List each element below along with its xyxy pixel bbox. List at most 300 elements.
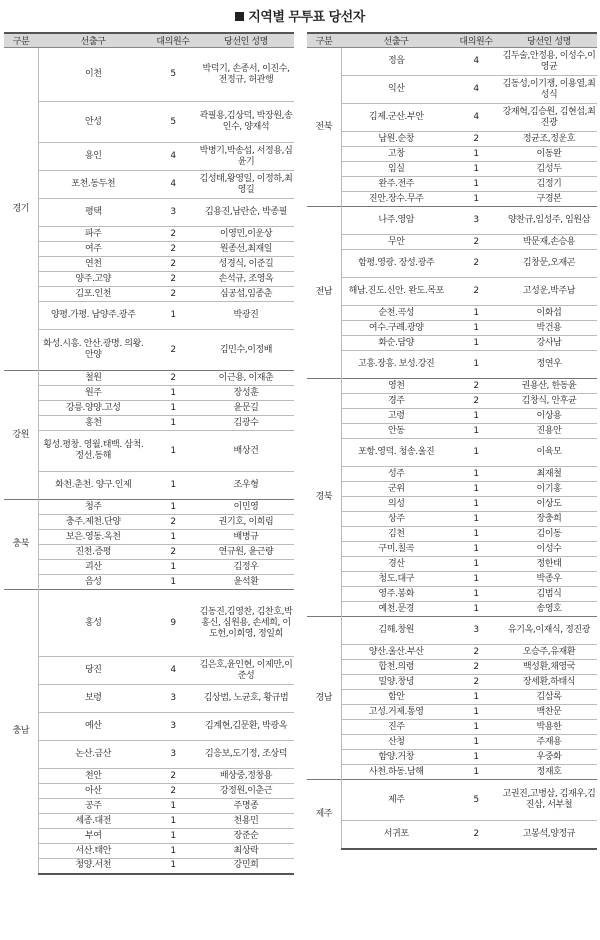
winners-cell: 김상범, 노균호, 황규범 — [198, 685, 294, 713]
district-cell: 보은.영동.옥천 — [38, 530, 148, 545]
delegates-cell: 3 — [148, 713, 198, 741]
table-row — [307, 675, 597, 690]
table-row — [4, 829, 294, 844]
winners-cell: 박건용 — [501, 321, 597, 336]
delegates-cell: 2 — [451, 250, 501, 278]
winners-cell: 장준순 — [198, 829, 294, 844]
table-row — [307, 394, 597, 409]
district-cell: 산청 — [341, 735, 451, 750]
table-row — [307, 177, 597, 192]
winners-cell: 김민수,이정배 — [198, 330, 294, 371]
winners-cell: 이민영 — [198, 500, 294, 515]
winners-cell: 김동진,김영찬, 김찬호,박홍신, 심원용, 손세희, 이도헌,이희영, 정일희 — [198, 590, 294, 657]
district-cell: 완주.전주 — [341, 177, 451, 192]
table-row — [307, 617, 597, 645]
district-cell: 나주.영암 — [341, 207, 451, 235]
delegates-cell: 3 — [148, 685, 198, 713]
winners-cell: 김범식 — [501, 587, 597, 602]
table-row — [307, 424, 597, 439]
delegates-cell: 1 — [451, 336, 501, 351]
winners-cell: 김창문,오재곤 — [501, 250, 597, 278]
table-row — [307, 572, 597, 587]
table-row — [4, 257, 294, 272]
delegates-cell: 2 — [148, 257, 198, 272]
winners-cell: 오승주,유재환 — [501, 645, 597, 660]
delegates-cell: 2 — [451, 379, 501, 394]
winners-cell: 주명종 — [198, 799, 294, 814]
delegates-cell: 2 — [148, 287, 198, 302]
results-table-right — [307, 32, 597, 850]
district-cell: 청도.대구 — [341, 572, 451, 587]
winners-cell: 김은호,윤인현, 이제만,이준성 — [198, 657, 294, 685]
table-row — [307, 690, 597, 705]
district-cell: 함양.거창 — [341, 750, 451, 765]
delegates-cell: 1 — [451, 750, 501, 765]
table-row — [4, 272, 294, 287]
winners-cell: 고성운,박주남 — [501, 278, 597, 306]
winners-cell: 김응보,도기정, 조상덕 — [198, 741, 294, 769]
table-row — [4, 657, 294, 685]
delegates-cell: 4 — [451, 104, 501, 132]
winners-cell: 강정원,이춘근 — [198, 784, 294, 799]
winners-cell: 김이동 — [501, 527, 597, 542]
delegates-cell: 5 — [148, 48, 198, 102]
table-row — [307, 147, 597, 162]
delegates-cell: 2 — [451, 278, 501, 306]
district-cell: 정읍 — [341, 48, 451, 76]
delegates-cell: 1 — [451, 439, 501, 467]
winners-cell: 성경식, 이준길 — [198, 257, 294, 272]
winners-cell: 윤문길 — [198, 401, 294, 416]
delegates-cell: 4 — [451, 76, 501, 104]
winners-cell: 강재혁,김승원, 김현섭,최진광 — [501, 104, 597, 132]
district-cell: 김천 — [341, 527, 451, 542]
district-cell: 청주 — [38, 500, 148, 515]
table-row — [307, 750, 597, 765]
delegates-cell: 1 — [451, 587, 501, 602]
table-row — [307, 512, 597, 527]
table-row — [307, 306, 597, 321]
winners-cell: 유기옥,이재식, 정진광 — [501, 617, 597, 645]
winners-cell: 강사남 — [501, 336, 597, 351]
district-cell: 밀양.창녕 — [341, 675, 451, 690]
district-cell: 익산 — [341, 76, 451, 104]
district-cell: 예산 — [38, 713, 148, 741]
delegates-cell: 2 — [451, 675, 501, 690]
district-cell: 안성 — [38, 102, 148, 143]
header-winners: 당선인 성명 — [501, 33, 597, 48]
delegates-cell: 4 — [148, 143, 198, 171]
district-cell: 세종.대전 — [38, 814, 148, 829]
delegates-cell: 2 — [451, 235, 501, 250]
delegates-cell: 1 — [148, 416, 198, 431]
delegates-cell: 1 — [148, 302, 198, 330]
table-row — [4, 371, 294, 386]
table-row — [4, 472, 294, 500]
winners-cell: 백찬문 — [501, 705, 597, 720]
delegates-cell: 1 — [451, 467, 501, 482]
district-cell: 음성 — [38, 575, 148, 590]
page-title: 지역별 무투표 당선자 — [0, 6, 600, 25]
delegates-cell: 1 — [148, 401, 198, 416]
delegates-cell: 1 — [148, 799, 198, 814]
district-cell: 구미.칠곡 — [341, 542, 451, 557]
table-row — [4, 302, 294, 330]
table-row — [307, 645, 597, 660]
winners-cell: 이동완 — [501, 147, 597, 162]
delegates-cell: 3 — [148, 741, 198, 769]
table-row — [4, 799, 294, 814]
winners-cell: 권기호, 이희림 — [198, 515, 294, 530]
district-cell: 홍성 — [38, 590, 148, 657]
delegates-cell: 1 — [148, 844, 198, 859]
district-cell: 이천 — [38, 48, 148, 102]
table-row — [4, 143, 294, 171]
winners-cell: 정재호 — [501, 765, 597, 780]
district-cell: 경산 — [341, 557, 451, 572]
delegates-cell: 2 — [148, 371, 198, 386]
delegates-cell: 1 — [451, 735, 501, 750]
district-cell: 강릉.양양.고성 — [38, 401, 148, 416]
district-cell: 연천 — [38, 257, 148, 272]
table-row — [4, 500, 294, 515]
winners-cell: 김성태,왕영일, 이정하,최영길 — [198, 171, 294, 199]
winners-cell: 박병기,박송섭, 서정용,심윤기 — [198, 143, 294, 171]
district-cell: 양평.가평. 남양주.광주 — [38, 302, 148, 330]
district-cell: 해남.진도.신안. 완도.목포 — [341, 278, 451, 306]
delegates-cell: 2 — [148, 242, 198, 257]
table-row — [4, 330, 294, 371]
district-cell: 진안.장수.무주 — [341, 192, 451, 207]
winners-cell: 배상건 — [198, 431, 294, 472]
winners-cell: 백성환,채영국 — [501, 660, 597, 675]
winners-cell: 김광수 — [198, 416, 294, 431]
district-cell: 아산 — [38, 784, 148, 799]
winners-cell: 천용민 — [198, 814, 294, 829]
table-row — [4, 171, 294, 199]
district-cell: 여주 — [38, 242, 148, 257]
district-cell: 화순.담양 — [341, 336, 451, 351]
district-cell: 청양.서천 — [38, 859, 148, 874]
district-cell: 화성.시흥. 안산.광명. 의왕.안양 — [38, 330, 148, 371]
table-row — [307, 735, 597, 750]
district-cell: 진천.증평 — [38, 545, 148, 560]
district-cell: 서산.태안 — [38, 844, 148, 859]
table-row — [4, 784, 294, 799]
district-cell: 용인 — [38, 143, 148, 171]
table-row — [307, 104, 597, 132]
table-row — [4, 287, 294, 302]
winners-cell: 우중화 — [501, 750, 597, 765]
table-row — [4, 386, 294, 401]
table-row — [307, 705, 597, 720]
region-cell: 제주 — [307, 780, 341, 849]
region-cell: 경기 — [4, 48, 38, 371]
region-cell: 충북 — [4, 500, 38, 590]
table-row — [307, 482, 597, 497]
district-cell: 영천 — [341, 379, 451, 394]
table-row — [4, 859, 294, 874]
delegates-cell: 1 — [451, 351, 501, 379]
delegates-cell: 1 — [148, 829, 198, 844]
district-cell: 천안 — [38, 769, 148, 784]
table-row — [307, 587, 597, 602]
district-cell: 원주 — [38, 386, 148, 401]
table-row — [4, 769, 294, 784]
winners-cell: 연규원, 윤근량 — [198, 545, 294, 560]
table-row — [4, 530, 294, 545]
delegates-cell: 1 — [451, 690, 501, 705]
district-cell: 고성.거제.통영 — [341, 705, 451, 720]
table-row — [307, 250, 597, 278]
delegates-cell: 1 — [451, 321, 501, 336]
district-cell: 함평.영광. 장성.광주 — [341, 250, 451, 278]
table-row — [4, 713, 294, 741]
winners-cell: 김삼록 — [501, 690, 597, 705]
header-region: 구분 — [4, 33, 38, 48]
winners-cell: 이상도 — [501, 497, 597, 512]
district-cell: 임실 — [341, 162, 451, 177]
winners-cell: 이육모 — [501, 439, 597, 467]
table-row — [4, 560, 294, 575]
winners-cell: 박종우 — [501, 572, 597, 587]
district-cell: 횡성.평창. 영월.태백. 삼척.정선.동해 — [38, 431, 148, 472]
delegates-cell: 3 — [451, 617, 501, 645]
table-row — [307, 780, 597, 821]
winners-cell: 고봉석,양정규 — [501, 821, 597, 849]
delegates-cell: 1 — [148, 472, 198, 500]
delegates-cell: 1 — [148, 500, 198, 515]
delegates-cell: 2 — [148, 272, 198, 287]
delegates-cell: 4 — [148, 657, 198, 685]
delegates-cell: 1 — [148, 859, 198, 874]
delegates-cell: 1 — [451, 765, 501, 780]
table-row — [307, 192, 597, 207]
winners-cell: 박광진 — [198, 302, 294, 330]
district-cell: 성주 — [341, 467, 451, 482]
winners-cell: 손석규, 조영옥 — [198, 272, 294, 287]
region-cell: 충남 — [4, 590, 38, 874]
table-header — [307, 33, 597, 48]
winners-cell: 배상중,정창용 — [198, 769, 294, 784]
winners-cell: 심공섭,임종춘 — [198, 287, 294, 302]
delegates-cell: 1 — [451, 720, 501, 735]
table-row — [4, 199, 294, 227]
winners-cell: 박덕기, 손종서, 이진수, 전정규, 허관행 — [198, 48, 294, 102]
delegates-cell: 2 — [148, 330, 198, 371]
district-cell: 논산.금산 — [38, 741, 148, 769]
delegates-cell: 2 — [451, 660, 501, 675]
district-cell: 양주.고양 — [38, 272, 148, 287]
delegates-cell: 3 — [451, 207, 501, 235]
delegates-cell: 1 — [148, 431, 198, 472]
winners-cell: 송영호 — [501, 602, 597, 617]
winners-cell: 주재용 — [501, 735, 597, 750]
district-cell: 합천.의령 — [341, 660, 451, 675]
table-row — [307, 467, 597, 482]
winners-cell: 원종선,최재일 — [198, 242, 294, 257]
district-cell: 예천.문경 — [341, 602, 451, 617]
table-row — [307, 207, 597, 235]
delegates-cell: 1 — [451, 705, 501, 720]
district-cell: 홍천 — [38, 416, 148, 431]
district-cell: 함안 — [341, 690, 451, 705]
winners-cell: 진용안 — [501, 424, 597, 439]
winners-cell: 윤석환 — [198, 575, 294, 590]
table-row — [4, 227, 294, 242]
table-row — [307, 379, 597, 394]
district-cell: 화천.춘천. 양구.인제 — [38, 472, 148, 500]
table-row — [307, 351, 597, 379]
winners-cell: 장성훈 — [198, 386, 294, 401]
delegates-cell: 2 — [148, 545, 198, 560]
winners-cell: 김정기 — [501, 177, 597, 192]
district-cell: 포항.영덕. 청송.울진 — [341, 439, 451, 467]
delegates-cell: 5 — [451, 780, 501, 821]
delegates-cell: 1 — [148, 814, 198, 829]
table-row — [307, 765, 597, 780]
region-cell: 경북 — [307, 379, 341, 617]
table-row — [307, 409, 597, 424]
table-row — [307, 235, 597, 250]
table-row — [4, 685, 294, 713]
table-row — [307, 132, 597, 147]
delegates-cell: 1 — [148, 386, 198, 401]
winners-cell: 박문재,손승용 — [501, 235, 597, 250]
district-cell: 의성 — [341, 497, 451, 512]
table-row — [307, 557, 597, 572]
delegates-cell: 1 — [451, 192, 501, 207]
district-cell: 파주 — [38, 227, 148, 242]
district-cell: 고흥.장흥. 보성.강진 — [341, 351, 451, 379]
delegates-cell: 1 — [451, 497, 501, 512]
district-cell: 남원.순창 — [341, 132, 451, 147]
delegates-cell: 1 — [451, 306, 501, 321]
table-row — [307, 527, 597, 542]
table-row — [307, 542, 597, 557]
delegates-cell: 2 — [148, 784, 198, 799]
district-cell: 무안 — [341, 235, 451, 250]
district-cell: 김제.군산.부안 — [341, 104, 451, 132]
table-row — [4, 431, 294, 472]
winners-cell: 구경본 — [501, 192, 597, 207]
table-row — [307, 162, 597, 177]
winners-cell: 이근용, 이재춘 — [198, 371, 294, 386]
delegates-cell: 2 — [451, 132, 501, 147]
winners-cell: 이성수 — [501, 542, 597, 557]
delegates-cell: 1 — [451, 482, 501, 497]
winners-cell: 정균조,정운호 — [501, 132, 597, 147]
district-cell: 공주 — [38, 799, 148, 814]
district-cell: 사천.하동.남해 — [341, 765, 451, 780]
district-cell: 양산.울산.부산 — [341, 645, 451, 660]
district-cell: 영주.봉화 — [341, 587, 451, 602]
winners-cell: 이영민,이운상 — [198, 227, 294, 242]
table-row — [4, 575, 294, 590]
table-row — [4, 102, 294, 143]
header-delegates: 대의원수 — [451, 33, 501, 48]
district-cell: 서귀포 — [341, 821, 451, 849]
delegates-cell: 1 — [451, 572, 501, 587]
district-cell: 부여 — [38, 829, 148, 844]
winners-cell: 정한태 — [501, 557, 597, 572]
winners-cell: 김용진,남란순, 박종필 — [198, 199, 294, 227]
winners-cell: 박용한 — [501, 720, 597, 735]
left-table — [4, 32, 294, 875]
delegates-cell: 1 — [148, 575, 198, 590]
winners-cell: 김두술,안정용, 이성수,이영균 — [501, 48, 597, 76]
delegates-cell: 1 — [451, 512, 501, 527]
table-row — [4, 48, 294, 102]
district-cell: 여수.구례.광양 — [341, 321, 451, 336]
delegates-cell: 4 — [451, 48, 501, 76]
winners-cell: 김창식, 안후균 — [501, 394, 597, 409]
table-row — [307, 497, 597, 512]
delegates-cell: 1 — [451, 527, 501, 542]
region-cell: 전남 — [307, 207, 341, 379]
header-region: 구분 — [307, 33, 341, 48]
table-row — [307, 439, 597, 467]
district-cell: 제주 — [341, 780, 451, 821]
winners-cell: 양찬규,임성주, 임원삼 — [501, 207, 597, 235]
delegates-cell: 1 — [451, 557, 501, 572]
table-row — [307, 720, 597, 735]
table-row — [4, 545, 294, 560]
delegates-cell: 1 — [451, 424, 501, 439]
district-cell: 김포.인천 — [38, 287, 148, 302]
header-winners: 당선인 성명 — [198, 33, 294, 48]
results-table-left — [4, 32, 294, 875]
square-bullet-icon — [235, 12, 244, 21]
table-row — [4, 242, 294, 257]
header-district: 선출구 — [38, 33, 148, 48]
delegates-cell: 2 — [451, 645, 501, 660]
delegates-cell: 1 — [148, 560, 198, 575]
table-row — [4, 814, 294, 829]
district-cell: 평택 — [38, 199, 148, 227]
delegates-cell: 9 — [148, 590, 198, 657]
table-row — [307, 660, 597, 675]
delegates-cell: 1 — [451, 542, 501, 557]
district-cell: 보령 — [38, 685, 148, 713]
district-cell: 포천.동두천 — [38, 171, 148, 199]
table-row — [4, 515, 294, 530]
district-cell: 안동 — [341, 424, 451, 439]
right-table — [307, 32, 597, 850]
winners-cell: 최재철 — [501, 467, 597, 482]
winners-cell: 김계현,김문환, 박광옥 — [198, 713, 294, 741]
winners-cell: 이상용 — [501, 409, 597, 424]
winners-cell: 조우형 — [198, 472, 294, 500]
region-cell: 전북 — [307, 48, 341, 207]
winners-cell: 정연우 — [501, 351, 597, 379]
delegates-cell: 2 — [148, 769, 198, 784]
district-cell: 철원 — [38, 371, 148, 386]
region-cell: 경남 — [307, 617, 341, 780]
delegates-cell: 3 — [148, 199, 198, 227]
table-row — [4, 844, 294, 859]
table-row — [4, 401, 294, 416]
table-header — [4, 33, 294, 48]
winners-cell: 장세환,하태식 — [501, 675, 597, 690]
winners-cell: 배병규 — [198, 530, 294, 545]
table-row — [307, 821, 597, 849]
district-cell: 당진 — [38, 657, 148, 685]
delegates-cell: 1 — [451, 409, 501, 424]
table-row — [307, 321, 597, 336]
table-row — [307, 602, 597, 617]
region-cell: 강원 — [4, 371, 38, 500]
